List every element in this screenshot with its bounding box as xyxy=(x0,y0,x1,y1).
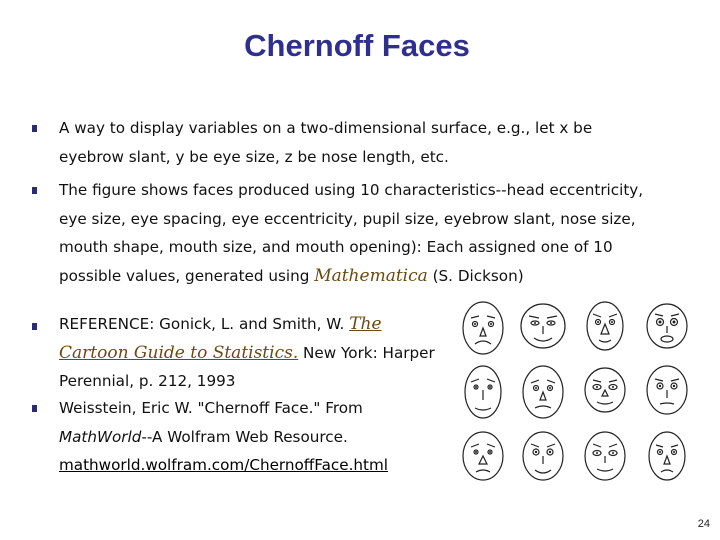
bullet-2-line-2: eye size, eye spacing, eye eccentricity, pupil size, eyebrow slant, nose size, xyxy=(59,209,636,228)
chernoff-faces-figure xyxy=(455,296,695,486)
bullet-4-line-2 xyxy=(59,423,388,452)
book-title-part-1: The xyxy=(349,314,382,334)
bullet-4 xyxy=(59,394,388,480)
face-7 xyxy=(585,368,625,412)
mathworld-label: MathWorld xyxy=(59,427,142,446)
bullet-2-line-4-post: (S. Dickson) xyxy=(427,266,524,285)
bullet-marker xyxy=(32,187,37,194)
mathematica-label: Mathematica xyxy=(314,265,428,286)
bullet-1 xyxy=(59,114,592,171)
bullet-marker xyxy=(32,323,37,330)
bullet-marker xyxy=(32,125,37,132)
face-10 xyxy=(523,432,563,480)
face-2 xyxy=(521,304,565,348)
bullet-3-line-3: Perennial, p. 212, 1993 xyxy=(59,372,236,390)
face-4 xyxy=(647,304,687,348)
book-title-part-2: Cartoon Guide to Statistics. xyxy=(59,342,299,363)
bullet-3-line-2 xyxy=(59,339,435,368)
page-number: 24 xyxy=(697,518,710,530)
face-8 xyxy=(647,366,687,414)
bullet-2 xyxy=(59,176,643,290)
face-1 xyxy=(463,302,503,354)
face-3 xyxy=(587,302,623,350)
reference-publisher: New York: Harper xyxy=(298,343,435,362)
bullet-3 xyxy=(59,310,435,396)
mathworld-suffix: --A Wolfram Web Resource. xyxy=(141,427,348,446)
bullet-1-line-1: A way to display variables on a two-dimensional surface, e.g., let x be xyxy=(59,119,593,137)
bullet-2-line-3: mouth shape, mouth size, and mouth opening): Each assigned one of 10 xyxy=(59,238,613,256)
bullet-4-line-1: Weisstein, Eric W. "Chernoff Face." From xyxy=(59,399,363,417)
bullet-1-line-2: eyebrow slant, y be eye size, z be nose length, etc. xyxy=(59,147,449,166)
mathworld-link-text[interactable]: mathworld.wolfram.com/ChernoffFace.html xyxy=(59,456,389,474)
face-11 xyxy=(585,432,625,480)
bullet-marker xyxy=(32,405,37,412)
slide-title: Chernoff Faces xyxy=(244,28,470,63)
face-5 xyxy=(465,366,501,418)
face-12 xyxy=(649,432,685,480)
bullet-3-line-1 xyxy=(59,310,435,339)
bullet-2-line-4-pre: possible values, generated using xyxy=(59,266,315,285)
face-9 xyxy=(463,432,503,480)
face-6 xyxy=(523,366,563,418)
bullet-2-line-1: The figure shows faces produced using 10 characteristics--head eccentricity, xyxy=(59,181,644,199)
bullet-2-line-4 xyxy=(59,262,643,291)
reference-prefix: REFERENCE: Gonick, L. and Smith, W. xyxy=(59,315,350,333)
mathworld-link[interactable] xyxy=(59,451,388,480)
